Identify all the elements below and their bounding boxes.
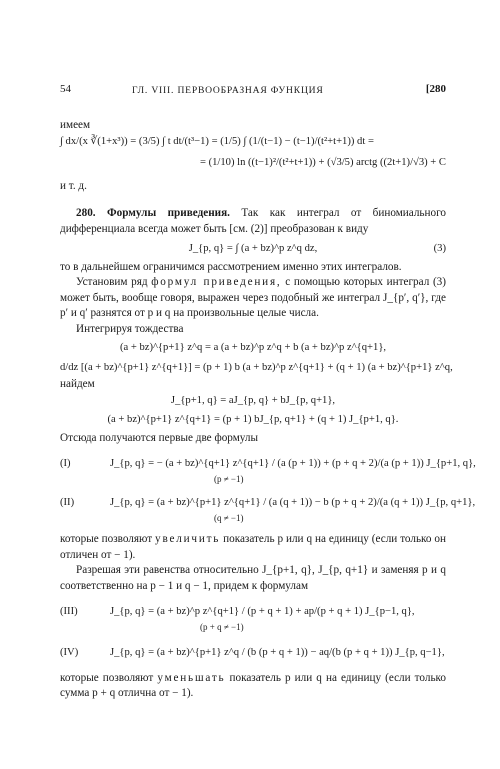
formula-label: (II) — [60, 497, 75, 508]
section-heading: 280. Формулы приведения. — [76, 207, 230, 219]
paragraph-8-start: которые позволяют — [60, 671, 154, 684]
equation-integral-line2: = (1/10) ln ((t−1)²/(t²+t+1)) + (√3/5) arctg ((2t+1)/√3) + C — [199, 157, 446, 168]
formula-body: J_{p, q} = − (a + bz)^{q+1} z^{q+1} / (a (p + 1)) + (p + q + 2)/(a (p + 1)) J_{p+1, q}, — [110, 458, 476, 469]
equation-3-body: J_{p, q} = ∫ (a + bz)^p z^q dz, — [188, 243, 318, 254]
formula-body: J_{p, q} = (a + bz)^{p+1} z^{q+1} / (a (q + 1)) − b (p + q + 2)/(a (q + 1)) J_{p, q+1}, — [110, 497, 476, 508]
naidem-text: найдем — [60, 378, 95, 390]
paragraph-3-start: Установим ряд — [76, 276, 148, 288]
equation-number: (3) — [433, 243, 446, 254]
recurrence-2: (a + bz)^{p+1} z^{q+1} = (p + 1) bJ_{p, q+1} + (q + 1) J_{p+1, q}. — [107, 414, 399, 425]
identity-2: d/dz [(a + bz)^{p+1} z^{q+1}] = (p + 1) b (a + bz)^p z^{q+1} + (q + 1) (a + bz)^{p+1} z^q, — [60, 361, 453, 373]
section-marker: [280 — [425, 83, 446, 95]
paragraph-text: Так как интеграл от биномиального дифференциала всегда может быть [см. (2)] преобразован к виду — [60, 207, 446, 235]
paragraph-3 — [60, 275, 446, 322]
chapter-title: ГЛ. VIII. ПЕРВООБРАЗНАЯ ФУНКЦИЯ — [132, 85, 324, 96]
paragraph-7: Разрешая эти равенства относительно J_{p+1, q}, J_{p, q+1} и заменяя p и q соответственно на p − 1 и q − 1, придем к формулам — [60, 564, 446, 592]
paragraph-6 — [60, 532, 446, 563]
condition-I: (p ≠ −1) — [214, 473, 244, 484]
formula-body: J_{p, q} = (a + bz)^p z^{q+1} / (p + q + 1) + ap/(p + q + 1) J_{p−1, q}, — [110, 606, 415, 617]
emphasized-term: уменьшать — [157, 671, 226, 684]
paragraph-8 — [60, 671, 446, 702]
etc-text: и т. д. — [60, 179, 87, 192]
equation-3 — [60, 241, 446, 257]
condition-III: (p + q ≠ −1) — [200, 621, 244, 632]
running-header — [60, 82, 446, 100]
paragraph-8-rest: показатель p или q на единицу (если только сумма p + q отлична от − 1). — [60, 671, 447, 699]
paragraph-4: Интегрируя тождества — [76, 322, 184, 335]
formula-label: (I) — [60, 458, 71, 469]
paragraph-5: Отсюда получаются первые две формулы — [60, 431, 258, 444]
lead-word: имеем — [60, 119, 91, 131]
paragraph-6-rest: показатель p или q на единицу (если только он отличен от − 1). — [60, 533, 447, 561]
section-intro-paragraph — [60, 206, 446, 237]
paragraph-3-rest: с помощью которых интеграл (3) может быть, вообще говоря, выражен через подобный же интеграл J_{p′, q′}, где p′ и q′ разнятся от p и q на произвольные целые числа. — [60, 276, 446, 319]
formula-III — [60, 604, 446, 620]
recurrence-1: J_{p+1, q} = aJ_{p, q} + bJ_{p, q+1}, — [170, 394, 336, 406]
formula-label: (IV) — [60, 647, 79, 658]
paragraph-6-start: которые позволяют — [60, 533, 153, 545]
formula-body: J_{p, q} = (a + bz)^{p+1} z^q / (b (p + q + 1)) − aq/(b (p + q + 1)) J_{p, q−1}, — [110, 647, 445, 658]
formula-II — [60, 495, 476, 511]
identity-1: (a + bz)^{p+1} z^q = a (a + bz)^p z^q + b (a + bz)^p z^{q+1}, — [119, 342, 387, 353]
formula-I — [60, 456, 476, 472]
condition-II: (q ≠ −1) — [214, 512, 244, 523]
formula-IV — [60, 645, 446, 661]
equation-integral-line1: ∫ dx/(x ∛(1+x³)) = (3/5) ∫ t dt/(t³−1) = (1/5) ∫ (1/(t−1) − (t−1)/(t²+t+1)) dt = — [60, 135, 374, 147]
emphasized-term: увеличить — [155, 533, 221, 545]
page-number: 54 — [60, 83, 71, 95]
emphasized-term: формул приведения, — [151, 276, 282, 288]
paragraph-2: то в дальнейшем ограничимся рассмотрением именно этих интегралов. — [60, 260, 402, 273]
book-page — [60, 82, 476, 702]
formula-label: (III) — [60, 606, 78, 617]
